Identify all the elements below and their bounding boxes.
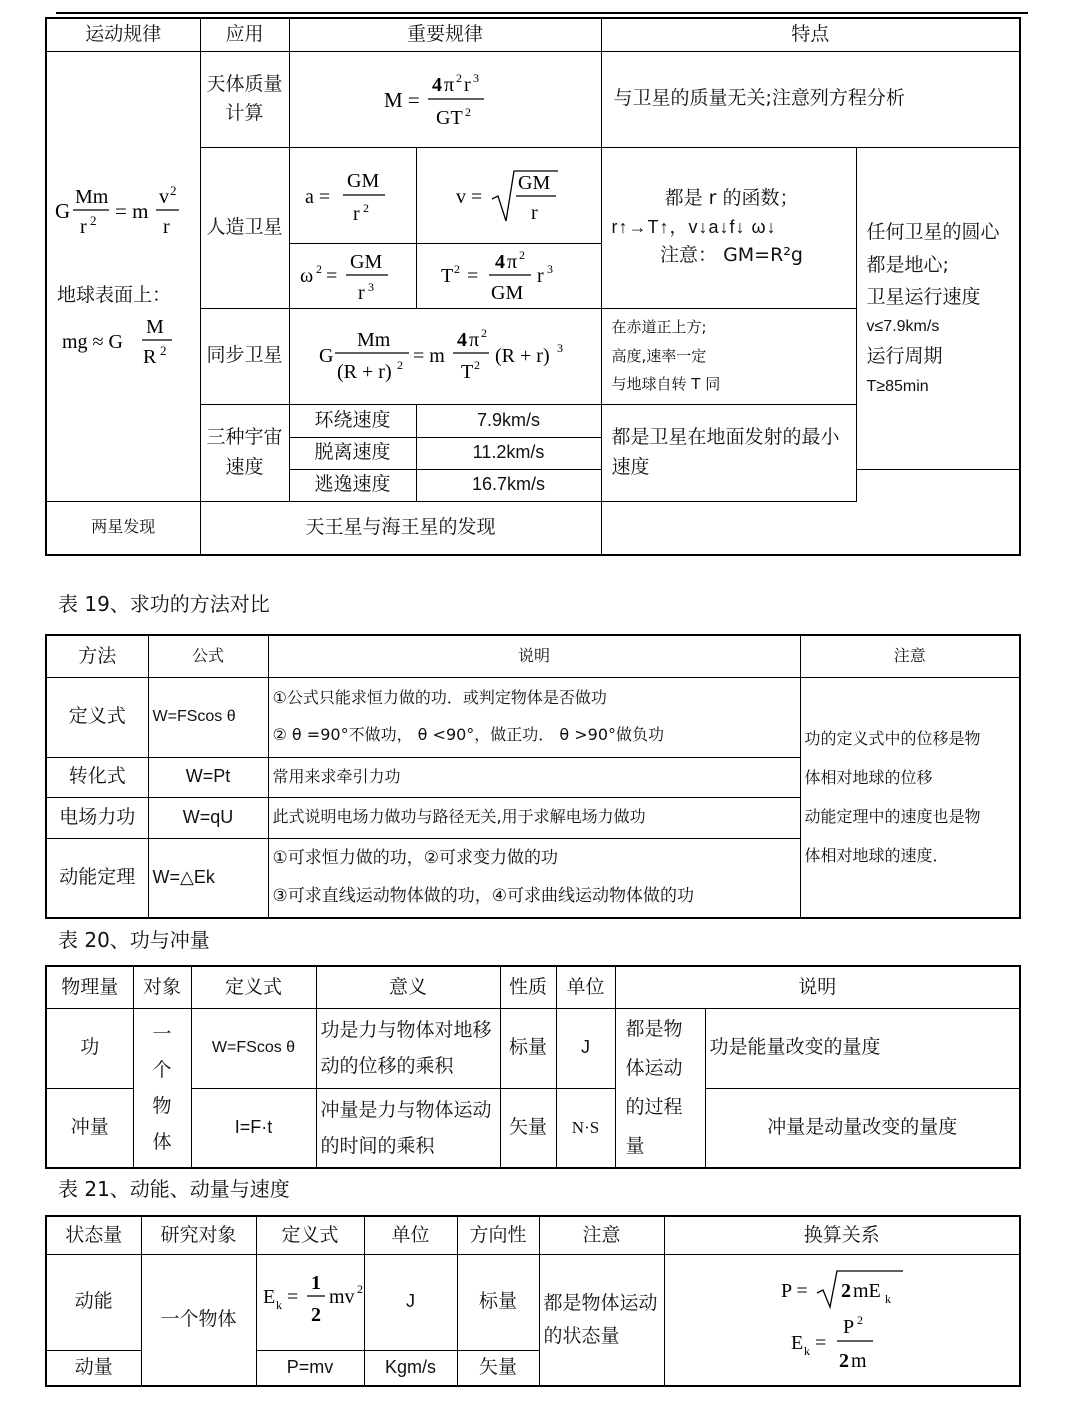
header-definition: 定义式 bbox=[191, 966, 316, 1008]
momentum-quantity: 动量 bbox=[46, 1350, 141, 1386]
table19-caption: 表 19、求功的方法对比 bbox=[58, 592, 270, 616]
work-meaning: 功是力与物体对地移动的位移的乘积 bbox=[316, 1008, 500, 1088]
two-planets-text: 天王星与海王星的发现 bbox=[200, 501, 601, 555]
orbit-speed-name: 环绕速度 bbox=[289, 404, 416, 437]
work-unit: J bbox=[556, 1008, 615, 1088]
kinetic-momentum-table bbox=[45, 1215, 1021, 1387]
note-line: 功的定义式中的位移是物 bbox=[804, 728, 981, 748]
note-line: T≥85min bbox=[866, 377, 929, 395]
top-rule bbox=[56, 12, 1028, 14]
header-definition: 定义式 bbox=[256, 1216, 364, 1254]
svg-text:r: r bbox=[80, 216, 87, 239]
electric-work-description: 此式说明电场力做功与路径无关,用于求解电场力做功 bbox=[268, 797, 800, 838]
svg-text:m: m bbox=[850, 1349, 867, 1372]
svg-text:ω: ω bbox=[299, 264, 313, 287]
description-line: ② θ =90°不做功， θ <90°，做正功． θ >90°做负功 bbox=[272, 725, 665, 744]
momentum-formula: P=mv bbox=[256, 1350, 364, 1386]
celestial-mass-formula bbox=[289, 51, 601, 147]
svg-text:r: r bbox=[536, 264, 544, 287]
header-meaning: 意义 bbox=[316, 966, 500, 1008]
svg-text:3: 3 bbox=[557, 341, 563, 355]
work-note-cell bbox=[800, 677, 1020, 918]
kinetic-energy-unit: J bbox=[364, 1254, 457, 1350]
svg-text:π: π bbox=[444, 74, 455, 96]
kinetic-energy-direction: 标量 bbox=[457, 1254, 539, 1350]
svg-text:r: r bbox=[464, 74, 471, 96]
svg-text:E: E bbox=[262, 1286, 275, 1308]
svg-text:4: 4 bbox=[494, 250, 505, 273]
header-research-object: 研究对象 bbox=[141, 1216, 256, 1254]
svg-text:k: k bbox=[884, 1291, 891, 1306]
svg-text:2: 2 bbox=[481, 326, 487, 340]
note-line: 卫星运行速度 bbox=[866, 285, 981, 308]
svg-text:=: = bbox=[466, 264, 478, 287]
svg-text:Mm: Mm bbox=[75, 186, 109, 209]
svg-text:(R + r): (R + r) bbox=[495, 345, 550, 367]
svg-text:k: k bbox=[803, 1343, 810, 1358]
sync-satellite-feature bbox=[601, 308, 856, 404]
header-state-quantity: 状态量 bbox=[46, 1216, 141, 1254]
svg-text:Mm: Mm bbox=[357, 329, 391, 351]
momentum-direction: 矢量 bbox=[457, 1350, 539, 1386]
svg-text:2: 2 bbox=[453, 261, 460, 276]
note-line: 体相对地球的速度． bbox=[804, 846, 949, 866]
electric-work-method: 电场力功 bbox=[46, 797, 148, 838]
svg-text:2: 2 bbox=[397, 358, 403, 372]
header-method: 方法 bbox=[46, 635, 148, 677]
sync-feature-line: 在赤道正上方; bbox=[611, 318, 707, 337]
svg-text:P: P bbox=[842, 1315, 854, 1338]
feature-function-line: 都是 r 的函数； bbox=[664, 187, 799, 210]
svg-text:GM: GM bbox=[346, 170, 379, 192]
svg-text:GM: GM bbox=[349, 250, 382, 273]
svg-text:M =: M = bbox=[384, 88, 420, 112]
svg-text:GT: GT bbox=[436, 107, 463, 129]
impulse-nature: 矢量 bbox=[500, 1088, 556, 1168]
work-explanation: 功是能量改变的量度 bbox=[705, 1008, 1020, 1088]
svg-text:=: = bbox=[325, 264, 337, 287]
impulse-quantity: 冲量 bbox=[46, 1088, 133, 1168]
kinetic-theorem-formula: W=△Ek bbox=[148, 838, 268, 918]
energy-from-momentum-formula bbox=[669, 1311, 1016, 1377]
impulse-explanation: 冲量是动量改变的量度 bbox=[705, 1088, 1020, 1168]
svg-text:GM: GM bbox=[517, 172, 550, 194]
note-line: 任何卫星的圆心 bbox=[866, 221, 1000, 244]
work-nature: 标量 bbox=[500, 1008, 556, 1088]
right-note-cell bbox=[856, 147, 1020, 469]
kinetic-theorem-description bbox=[268, 838, 800, 918]
escape-earth-speed-name: 脱离速度 bbox=[289, 437, 416, 469]
svg-text:r: r bbox=[352, 203, 360, 225]
svg-text:v: v bbox=[159, 186, 170, 209]
header-important-law: 重要规律 bbox=[289, 18, 601, 51]
orbit-speed-value: 7.9km/s bbox=[416, 404, 601, 437]
escape-sun-speed-value: 16.7km/s bbox=[416, 469, 601, 501]
header-note: 注意 bbox=[539, 1216, 664, 1254]
impulse-unit: N·S bbox=[556, 1088, 615, 1168]
definition-description bbox=[268, 677, 800, 757]
header-conversion: 换算关系 bbox=[664, 1216, 1020, 1254]
acceleration-formula bbox=[289, 147, 416, 243]
svg-text:π: π bbox=[506, 250, 517, 273]
conversion-formula: W=Pt bbox=[148, 757, 268, 797]
svg-text:π: π bbox=[469, 329, 480, 351]
feature-trend-line: r↑→T↑，v↓a↓f↓ ω↓ bbox=[611, 216, 777, 237]
svg-text:2: 2 bbox=[356, 1282, 363, 1296]
svg-text:2: 2 bbox=[310, 1304, 321, 1326]
svg-text:P =: P = bbox=[780, 1279, 808, 1302]
work-definition: W=FScos θ bbox=[191, 1008, 316, 1088]
sync-satellite-formula bbox=[289, 308, 601, 404]
kinetic-energy-quantity: 动能 bbox=[46, 1254, 141, 1350]
kinetic-theorem-method: 动能定理 bbox=[46, 838, 148, 918]
description-line: ③可求直线运动物体做的功，④可求曲线运动物体做的功 bbox=[272, 885, 694, 906]
two-planets-label: 两星发现 bbox=[46, 501, 200, 555]
velocity-formula bbox=[416, 147, 601, 243]
feature-note-line: 注意： GM=R²g bbox=[660, 244, 803, 267]
header-application: 应用 bbox=[200, 18, 289, 51]
svg-text:4: 4 bbox=[432, 74, 442, 96]
header-quantity: 物理量 bbox=[46, 966, 133, 1008]
svg-text:r: r bbox=[163, 216, 170, 239]
escape-earth-speed-value: 11.2km/s bbox=[416, 437, 601, 469]
svg-text:k: k bbox=[275, 1298, 282, 1312]
header-object: 对象 bbox=[133, 966, 191, 1008]
svg-text:mg ≈ G: mg ≈ G bbox=[62, 330, 124, 353]
header-nature: 性质 bbox=[500, 966, 556, 1008]
momentum-from-energy-formula bbox=[669, 1263, 1016, 1311]
svg-text:2: 2 bbox=[465, 105, 471, 119]
note-line: 体相对地球的位移 bbox=[804, 768, 933, 788]
header-formula: 公式 bbox=[148, 635, 268, 677]
surface-label: 地球表面上： bbox=[57, 284, 172, 307]
kinetic-energy-formula bbox=[256, 1254, 364, 1350]
impulse-definition: I=F·t bbox=[191, 1088, 316, 1168]
sync-feature-line: 与地球自转 T 同 bbox=[611, 375, 721, 394]
cosmic-speed-feature: 都是卫星在地面发射的最小速度 bbox=[601, 404, 856, 501]
state-quantity-note: 都是物体运动的状态量 bbox=[539, 1254, 664, 1386]
header-unit: 单位 bbox=[364, 1216, 457, 1254]
svg-text:=: = bbox=[814, 1331, 827, 1354]
svg-text:GM: GM bbox=[490, 281, 523, 304]
electric-work-formula: W=qU bbox=[148, 797, 268, 838]
svg-text:3: 3 bbox=[473, 71, 479, 85]
escape-sun-speed-name: 逃逸速度 bbox=[289, 469, 416, 501]
svg-text:mE: mE bbox=[852, 1279, 881, 1302]
svg-text:T: T bbox=[440, 264, 453, 287]
svg-text:2: 2 bbox=[856, 1312, 863, 1327]
svg-text:v =: v = bbox=[455, 186, 482, 208]
svg-text:1: 1 bbox=[310, 1272, 321, 1294]
svg-text:E: E bbox=[790, 1331, 803, 1354]
object-cell: 一个物体 bbox=[133, 1008, 191, 1168]
header-note: 注意 bbox=[800, 635, 1020, 677]
celestial-mass-feature: 与卫星的质量无关;注意列方程分析 bbox=[601, 51, 1020, 147]
table20-caption: 表 20、功与冲量 bbox=[58, 928, 210, 952]
svg-text:2: 2 bbox=[518, 247, 525, 262]
svg-text:3: 3 bbox=[367, 279, 374, 294]
sync-feature-line: 高度,速率一定 bbox=[611, 346, 707, 365]
work-impulse-table bbox=[45, 965, 1021, 1169]
header-direction: 方向性 bbox=[457, 1216, 539, 1254]
work-quantity: 功 bbox=[46, 1008, 133, 1088]
svg-text:a =: a = bbox=[304, 186, 330, 208]
svg-text:r: r bbox=[357, 281, 365, 304]
cosmic-speed-label: 三种宇宙速度 bbox=[200, 404, 289, 501]
svg-text:3: 3 bbox=[546, 261, 553, 276]
svg-text:= m: = m bbox=[115, 199, 149, 224]
description-line: ①可求恒力做的功，②可求变力做的功 bbox=[272, 848, 558, 869]
svg-text:R: R bbox=[143, 345, 157, 368]
svg-text:2: 2 bbox=[160, 342, 167, 358]
angular-velocity-formula bbox=[289, 243, 416, 308]
research-object-cell: 一个物体 bbox=[141, 1254, 256, 1386]
surface-gravity-formula bbox=[51, 311, 196, 371]
description-line: ①公式只能求恒力做的功．或判定物体是否做功 bbox=[272, 688, 607, 708]
artificial-satellite-feature bbox=[601, 147, 856, 308]
period-formula bbox=[416, 243, 601, 308]
svg-text:2: 2 bbox=[170, 183, 177, 199]
svg-text:G: G bbox=[55, 199, 71, 224]
note-line: 运行周期 bbox=[866, 345, 943, 368]
impulse-meaning: 冲量是力与物体运动的时间的乘积 bbox=[316, 1088, 500, 1168]
header-description: 说明 bbox=[268, 635, 800, 677]
svg-text:4: 4 bbox=[457, 329, 467, 351]
svg-text:G: G bbox=[319, 345, 334, 367]
svg-text:2: 2 bbox=[315, 261, 322, 276]
header-explanation: 说明 bbox=[615, 966, 1020, 1008]
svg-text:T: T bbox=[461, 361, 474, 383]
svg-text:(R + r): (R + r) bbox=[337, 361, 392, 383]
svg-text:2: 2 bbox=[456, 71, 462, 85]
svg-text:r: r bbox=[530, 202, 538, 224]
svg-text:2: 2 bbox=[362, 201, 369, 215]
table21-caption: 表 21、动能、动量与速度 bbox=[58, 1177, 290, 1201]
svg-text:mv: mv bbox=[328, 1286, 355, 1308]
gravity-centripetal-formula bbox=[51, 181, 196, 241]
celestial-mass-label: 天体质量计算 bbox=[200, 51, 289, 147]
gravitation-table bbox=[45, 17, 1021, 556]
svg-text:M: M bbox=[146, 315, 165, 338]
work-methods-table bbox=[45, 634, 1021, 919]
note-line: 都是地心; bbox=[866, 253, 949, 276]
process-quantity-note: 都是物体运动的过程量 bbox=[615, 1008, 705, 1168]
definition-method: 定义式 bbox=[46, 677, 148, 757]
svg-text:2: 2 bbox=[840, 1279, 851, 1302]
sync-satellite-label: 同步卫星 bbox=[200, 308, 289, 404]
definition-formula: W=FScos θ bbox=[148, 677, 268, 757]
header-unit: 单位 bbox=[556, 966, 615, 1008]
svg-text:= m: = m bbox=[413, 345, 445, 367]
svg-text:=: = bbox=[286, 1286, 298, 1308]
note-line: v≤7.9km/s bbox=[866, 318, 940, 336]
conversion-description: 常用来求牵引力功 bbox=[268, 757, 800, 797]
conversion-method: 转化式 bbox=[46, 757, 148, 797]
header-motion-law: 运动规律 bbox=[46, 18, 200, 51]
motion-law-cell bbox=[46, 51, 200, 501]
conversion-cell bbox=[664, 1254, 1020, 1386]
svg-text:2: 2 bbox=[838, 1349, 849, 1372]
artificial-satellite-label: 人造卫星 bbox=[200, 147, 289, 308]
header-feature: 特点 bbox=[601, 18, 1020, 51]
svg-text:2: 2 bbox=[474, 358, 480, 372]
momentum-unit: Kgm/s bbox=[364, 1350, 457, 1386]
svg-text:2: 2 bbox=[90, 213, 97, 229]
note-line: 动能定理中的速度也是物 bbox=[804, 807, 981, 827]
